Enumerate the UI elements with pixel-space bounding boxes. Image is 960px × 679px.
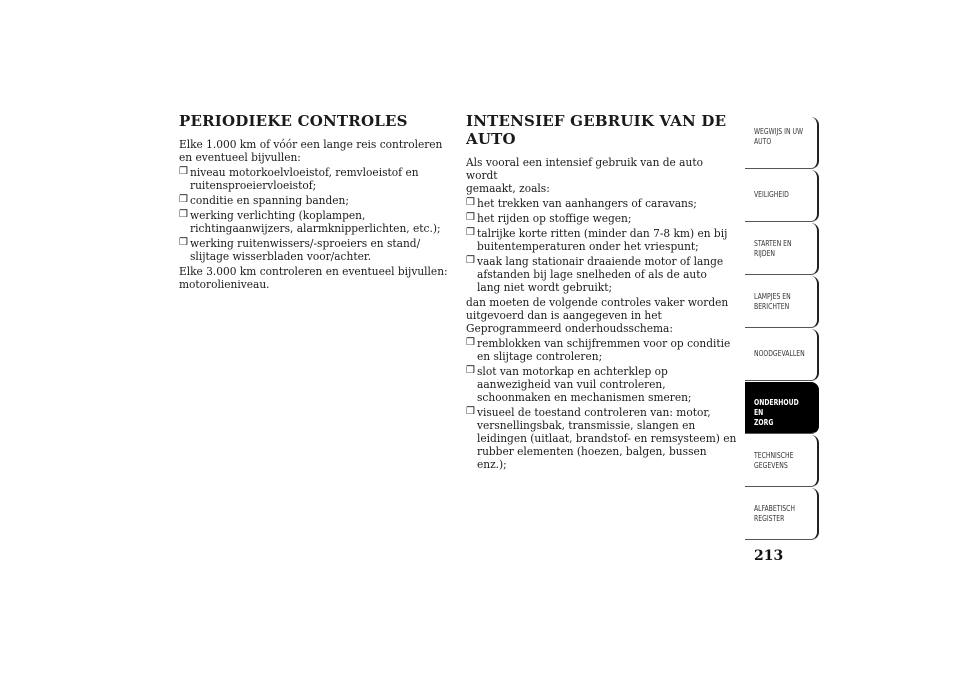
text-line: versnellingsbak, transmissie, slangen en — [477, 418, 696, 432]
chapter-tab-index — [745, 117, 819, 541]
list-item — [466, 365, 738, 404]
text-line: vaak lang stationair draaiende motor of lange — [477, 254, 724, 268]
text-line: enz.); — [477, 457, 507, 471]
tab-label: VEILIGHEID — [754, 190, 789, 199]
text-line: gemaakt, zoals: — [466, 181, 550, 195]
text-line: slot van motorkap en achterklep op — [477, 364, 668, 378]
text-line: aanwezigheid van vuil controleren, — [477, 377, 666, 391]
list-item — [466, 406, 738, 471]
right-middle — [466, 296, 738, 335]
checkbox-bullet-icon: ❒ — [179, 194, 188, 205]
checkbox-bullet-icon: ❒ — [466, 227, 475, 238]
list-item — [179, 209, 451, 235]
tab-label: ONDERHOUD EN ZORG — [754, 398, 799, 427]
list-item — [179, 194, 451, 207]
text-line: buitentemperaturen onder het vriespunt; — [477, 239, 699, 253]
list-item — [466, 197, 738, 210]
tab-label: STARTEN EN RIJDEN — [754, 239, 792, 258]
text-line: Elke 3.000 km controleren en eventueel bijvullen: — [179, 264, 448, 278]
list-item — [466, 337, 738, 363]
text-line: en eventueel bijvullen: — [179, 150, 301, 164]
section-heading-intensive-use: INTENSIEF GEBRUIK VAN DE AUTO — [466, 112, 727, 148]
checkbox-bullet-icon: ❒ — [466, 365, 475, 376]
right-bullet-list-2 — [466, 337, 738, 471]
list-item — [466, 227, 738, 253]
checkbox-bullet-icon: ❒ — [466, 255, 475, 266]
tab-starten-rijden[interactable] — [745, 223, 819, 275]
tab-label: WEGWIJS IN UW AUTO — [754, 127, 803, 146]
tab-lampjes-berichten[interactable] — [745, 276, 819, 328]
text-line: uitgevoerd dan is aangegeven in het — [466, 308, 662, 322]
text-line: ruitensproeiervloeistof; — [190, 178, 317, 192]
list-item — [179, 237, 451, 263]
text-line: talrijke korte ritten (minder dan 7-8 km) en bij — [477, 226, 728, 240]
text-line: conditie en spanning banden; — [190, 193, 349, 207]
tab-label: NOODGEVALLEN — [754, 349, 805, 358]
text-line: lang niet wordt gebruikt; — [477, 280, 613, 294]
text-line: en slijtage controleren; — [477, 349, 603, 363]
tab-label: LAMPJES EN BERICHTEN — [754, 292, 791, 311]
text-line: schoonmaken en mechanismen smeren; — [477, 390, 692, 404]
text-line: afstanden bij lage snelheden of als de auto — [477, 267, 707, 281]
right-intro — [466, 156, 738, 195]
section-heading-periodic: PERIODIEKE CONTROLES — [179, 112, 408, 130]
left-outro — [179, 265, 451, 291]
text-line: visueel de toestand controleren van: motor, — [477, 405, 711, 419]
list-item — [466, 212, 738, 225]
tab-veiligheid[interactable] — [745, 170, 819, 222]
left-bullet-list — [179, 166, 451, 263]
text-line: werking ruitenwissers/-sproeiers en stand/ — [190, 236, 421, 250]
text-line: Geprogrammeerd onderhoudsschema: — [466, 321, 673, 335]
checkbox-bullet-icon: ❒ — [179, 209, 188, 220]
text-line: leidingen (uitlaat, brandstof- en remsysteem) en — [477, 431, 737, 445]
tab-noodgevallen[interactable] — [745, 329, 819, 381]
tab-label: ALFABETISCH REGISTER — [754, 504, 796, 523]
text-line: werking verlichting (koplampen, — [190, 208, 366, 222]
tab-wegwijs[interactable] — [745, 117, 819, 169]
checkbox-bullet-icon: ❒ — [179, 166, 188, 177]
text-line: richtingaanwijzers, alarmknipperlichten, etc.); — [190, 221, 441, 235]
tab-alfabetisch-register[interactable] — [745, 488, 819, 540]
right-column — [466, 112, 738, 471]
right-bullet-list-1 — [466, 197, 738, 294]
left-column — [179, 112, 451, 291]
checkbox-bullet-icon: ❒ — [466, 212, 475, 223]
tab-technische-gegevens[interactable] — [745, 435, 819, 487]
left-intro — [179, 138, 451, 164]
text-line: het rijden op stoffige wegen; — [477, 211, 632, 225]
list-item — [466, 255, 738, 294]
text-line: motorolieniveau. — [179, 277, 270, 291]
checkbox-bullet-icon: ❒ — [466, 197, 475, 208]
text-line: slijtage wisserbladen voor/achter. — [190, 249, 372, 263]
text-line: dan moeten de volgende controles vaker worden — [466, 295, 729, 309]
list-item — [179, 166, 451, 192]
page-number: 213 — [754, 548, 784, 564]
text-line: remblokken van schijfremmen voor op conditie — [477, 336, 731, 350]
checkbox-bullet-icon: ❒ — [466, 337, 475, 348]
text-line: Als vooral een intensief gebruik van de auto wordt — [466, 155, 703, 182]
tab-onderhoud-zorg[interactable] — [745, 382, 819, 434]
text-line: niveau motorkoelvloeistof, remvloeistof en — [190, 165, 419, 179]
text-line: rubber elementen (hoezen, balgen, bussen — [477, 444, 707, 458]
text-line: Elke 1.000 km of vóór een lange reis controleren — [179, 137, 443, 151]
text-line: het trekken van aanhangers of caravans; — [477, 196, 697, 210]
checkbox-bullet-icon: ❒ — [179, 237, 188, 248]
checkbox-bullet-icon: ❒ — [466, 406, 475, 417]
tab-label: TECHNISCHE GEGEVENS — [754, 451, 794, 470]
